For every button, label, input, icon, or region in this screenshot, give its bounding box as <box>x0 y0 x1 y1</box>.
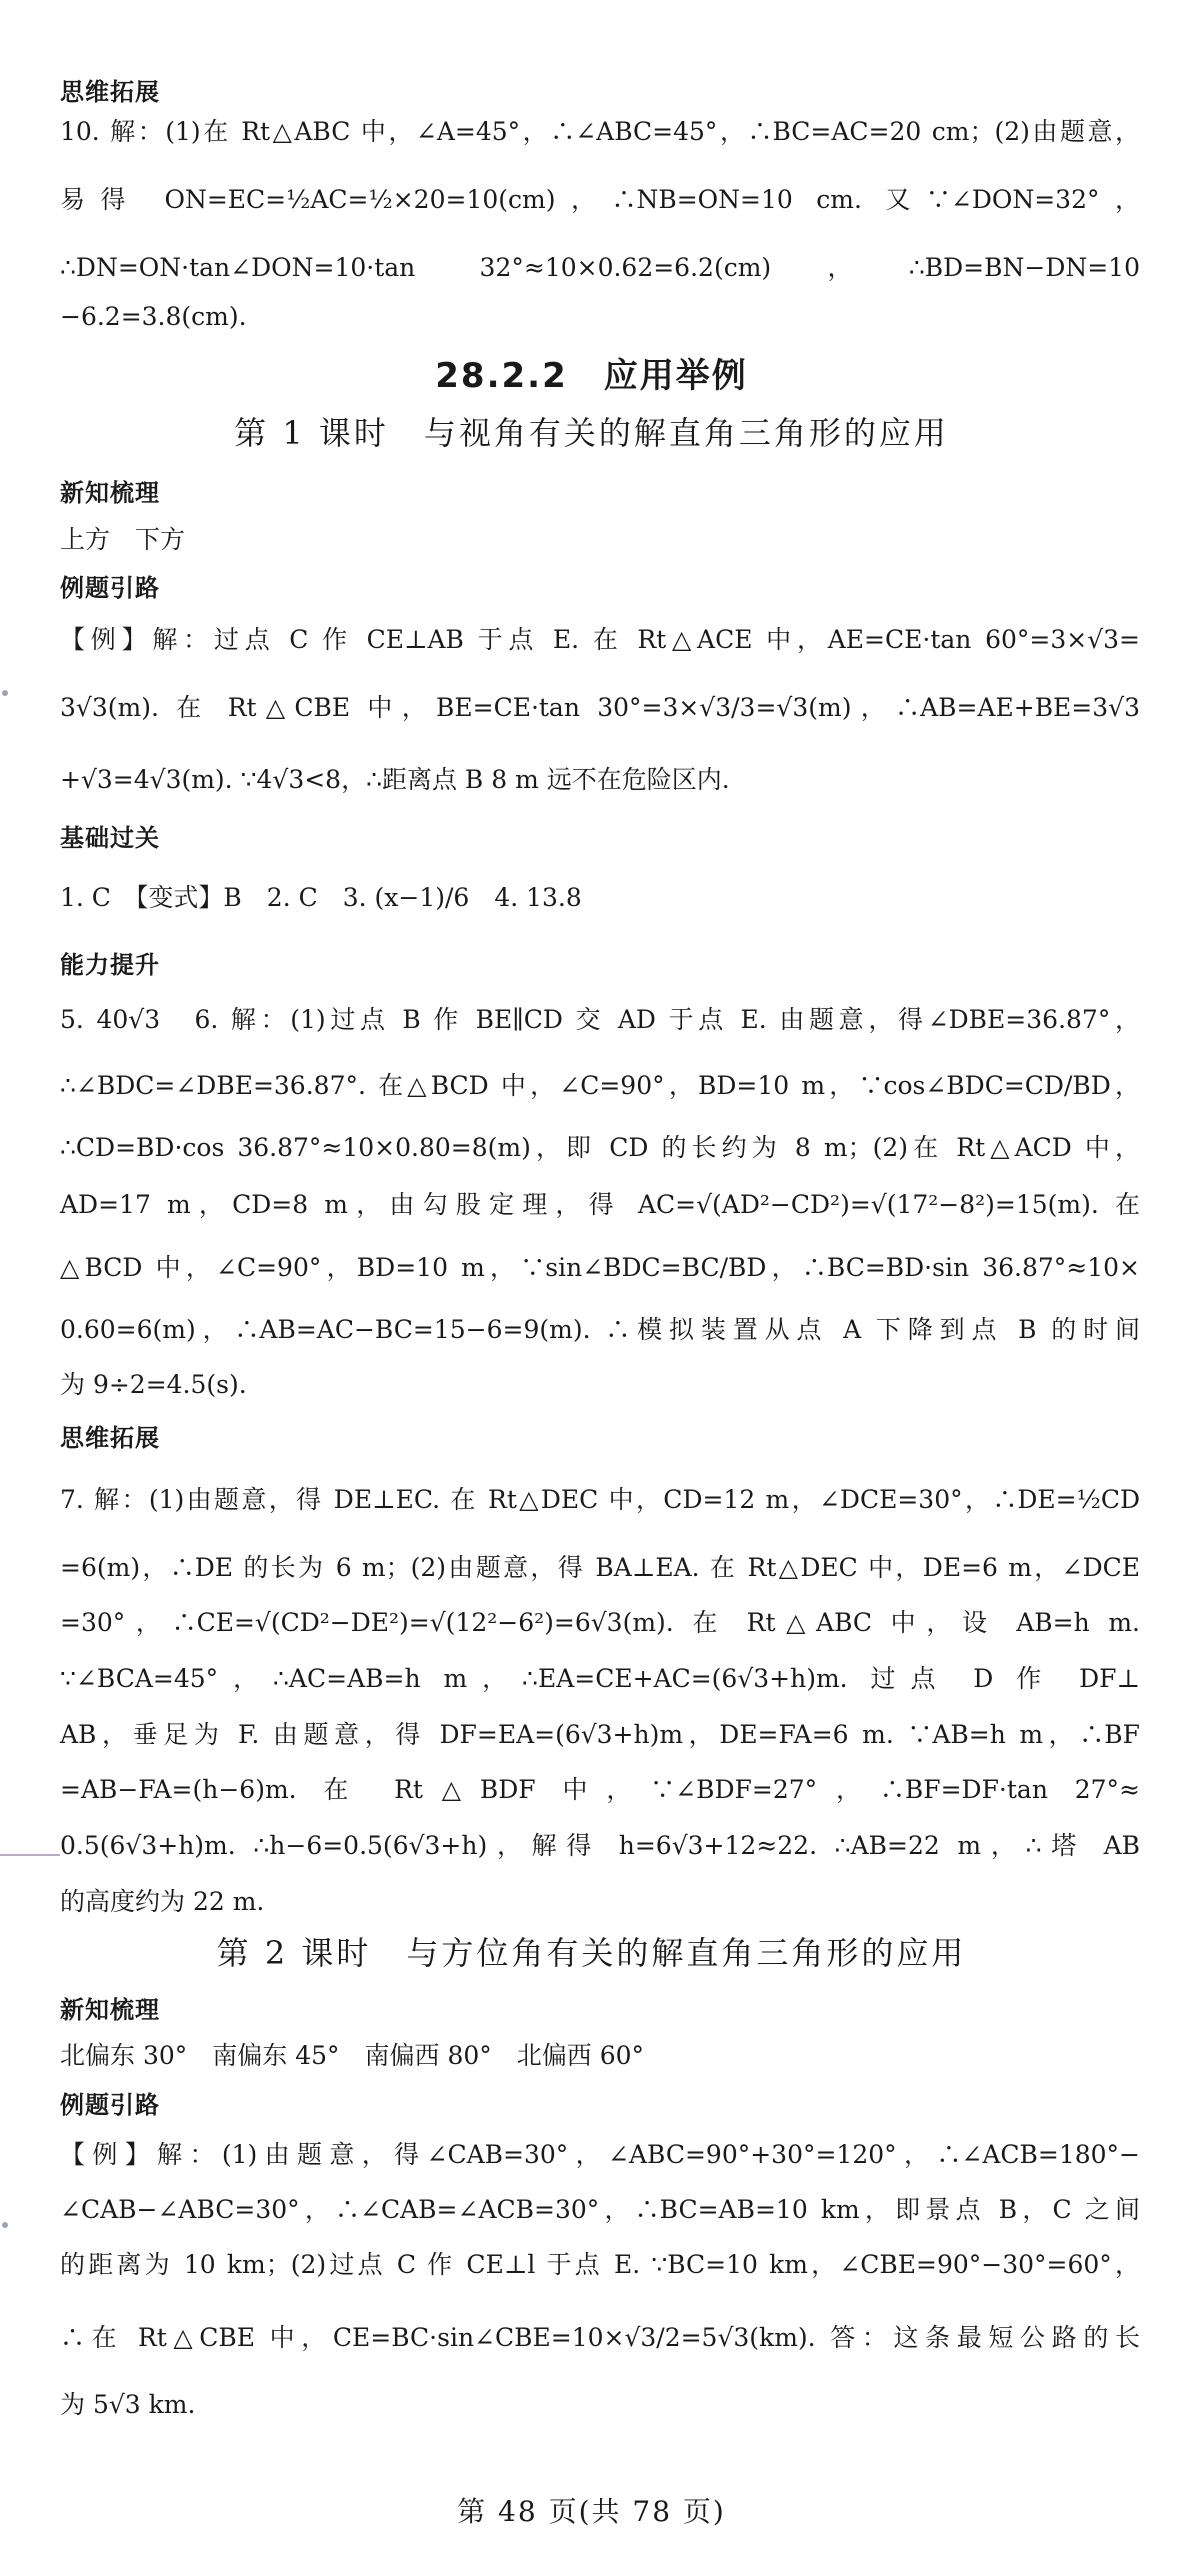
text-line: =AB−FA=(h−6)m. 在 Rt△BDF 中，∵∠BDF=27°，∴BF=DF·tan 27°≈ <box>60 1775 1140 1804</box>
text-line: 3√3(m). 在 Rt△CBE 中，BE=CE·tan 30°=3×√3/3=√3(m)，∴AB=AE+BE=3√3 <box>60 693 1140 722</box>
text-line: △BCD 中，∠C=90°，BD=10 m，∵sin∠BDC=BC/BD，∴BC=BD·sin 36.87°≈10× <box>60 1253 1140 1282</box>
text-line: 的距离为 10 km；(2)过点 C 作 CE⊥l 于点 E. ∵BC=10 km，∠CBE=90°−30°=60°， <box>60 2250 1140 2279</box>
text-line: 0.60=6(m)，∴AB=AC−BC=15−6=9(m). ∴模拟装置从点 A 下降到点 B 的时间 <box>60 1315 1140 1344</box>
section-heading: 思维拓展 <box>60 78 160 106</box>
section-heading: 例题引路 <box>60 574 160 602</box>
section-heading: 新知梳理 <box>60 1996 160 2024</box>
page-footer: 第 48 页(共 78 页) <box>457 2495 726 2528</box>
text-line: 上方 下方 <box>60 525 186 554</box>
text-line: ∴∠BDC=∠DBE=36.87°. 在△BCD 中，∠C=90°，BD=10 m，∵cos∠BDC=CD/BD， <box>60 1071 1140 1100</box>
text-line: 易得 ON=EC=½AC=½×20=10(cm)，∴NB=ON=10 cm. 又∵∠DON=32°， <box>60 185 1140 214</box>
lesson-title: 第 2 课时 与方位角有关的解直角三角形的应用 <box>216 1934 967 1972</box>
section-heading: 基础过关 <box>60 824 160 852</box>
text-line: 1. C 【变式】B 2. C 3. (x−1)/6 4. 13.8 <box>60 883 582 912</box>
section-heading: 能力提升 <box>60 951 160 979</box>
text-line: AB，垂足为 F. 由题意，得 DF=EA=(6√3+h)m，DE=FA=6 m. ∵AB=h m，∴BF <box>60 1720 1140 1749</box>
text-line: 10. 解：(1)在 Rt△ABC 中，∠A=45°，∴∠ABC=45°，∴BC=AC=20 cm；(2)由题意， <box>60 117 1140 146</box>
text-line: =6(m)，∴DE 的长为 6 m；(2)由题意，得 BA⊥EA. 在 Rt△DEC 中，DE=6 m，∠DCE <box>60 1553 1140 1582</box>
text-line: 为 9÷2=4.5(s). <box>60 1370 247 1399</box>
text-line: ∴在 Rt△CBE 中，CE=BC·sin∠CBE=10×√3/2=5√3(km). 答：这条最短公路的长 <box>60 2323 1140 2352</box>
text-line: ∴DN=ON·tan∠DON=10·tan 32°≈10×0.62=6.2(cm)，∴BD=BN−DN=10 <box>60 253 1140 282</box>
text-line: +√3=4√3(m). ∵4√3<8，∴距离点 B 8 m 远不在危险区内. <box>60 765 730 794</box>
section-heading: 新知梳理 <box>60 479 160 507</box>
margin-dot <box>2 690 8 696</box>
text-line: =30°，∴CE=√(CD²−DE²)=√(12²−6²)=6√3(m). 在 Rt△ABC 中，设 AB=h m. <box>60 1608 1140 1637</box>
section-heading: 例题引路 <box>60 2091 160 2119</box>
lesson-title: 第 1 课时 与视角有关的解直角三角形的应用 <box>234 414 949 452</box>
chapter-title: 28.2.2 应用举例 <box>435 356 748 396</box>
margin-dot <box>2 2222 8 2228</box>
text-line: 【例】解：(1)由题意，得∠CAB=30°，∠ABC=90°+30°=120°，∴∠ACB=180°− <box>60 2140 1140 2169</box>
text-line: 为 5√3 km. <box>60 2390 196 2419</box>
text-line: ∴CD=BD·cos 36.87°≈10×0.80=8(m)，即 CD 的长约为 8 m；(2)在 Rt△ACD 中， <box>60 1133 1140 1162</box>
text-line: ∵∠BCA=45°，∴AC=AB=h m，∴EA=CE+AC=(6√3+h)m. 过点 D 作 DF⊥ <box>60 1664 1140 1693</box>
text-line: 北偏东 30° 南偏东 45° 南偏西 80° 北偏西 60° <box>60 2041 645 2070</box>
section-heading: 思维拓展 <box>60 1424 160 1452</box>
text-line: 5. 40√3 6. 解：(1)过点 B 作 BE∥CD 交 AD 于点 E. 由题意，得∠DBE=36.87°， <box>60 1005 1140 1034</box>
text-line: 0.5(6√3+h)m. ∴h−6=0.5(6√3+h)，解得 h=6√3+12≈22. ∴AB=22 m，∴塔 AB <box>60 1831 1140 1860</box>
text-line: AD=17 m，CD=8 m，由勾股定理，得 AC=√(AD²−CD²)=√(17²−8²)=15(m). 在 <box>60 1190 1140 1219</box>
text-line: 的高度约为 22 m. <box>60 1887 265 1916</box>
text-line: −6.2=3.8(cm). <box>60 302 247 331</box>
text-line: ∠CAB−∠ABC=30°，∴∠CAB=∠ACB=30°，∴BC=AB=10 km，即景点 B，C 之间 <box>60 2195 1140 2224</box>
margin-mark <box>0 1854 60 1856</box>
text-line: 7. 解：(1)由题意，得 DE⊥EC. 在 Rt△DEC 中，CD=12 m，∠DCE=30°，∴DE=½CD <box>60 1485 1140 1514</box>
text-line: 【例】解：过点 C 作 CE⊥AB 于点 E. 在 Rt△ACE 中，AE=CE·tan 60°=3×√3= <box>60 625 1140 654</box>
